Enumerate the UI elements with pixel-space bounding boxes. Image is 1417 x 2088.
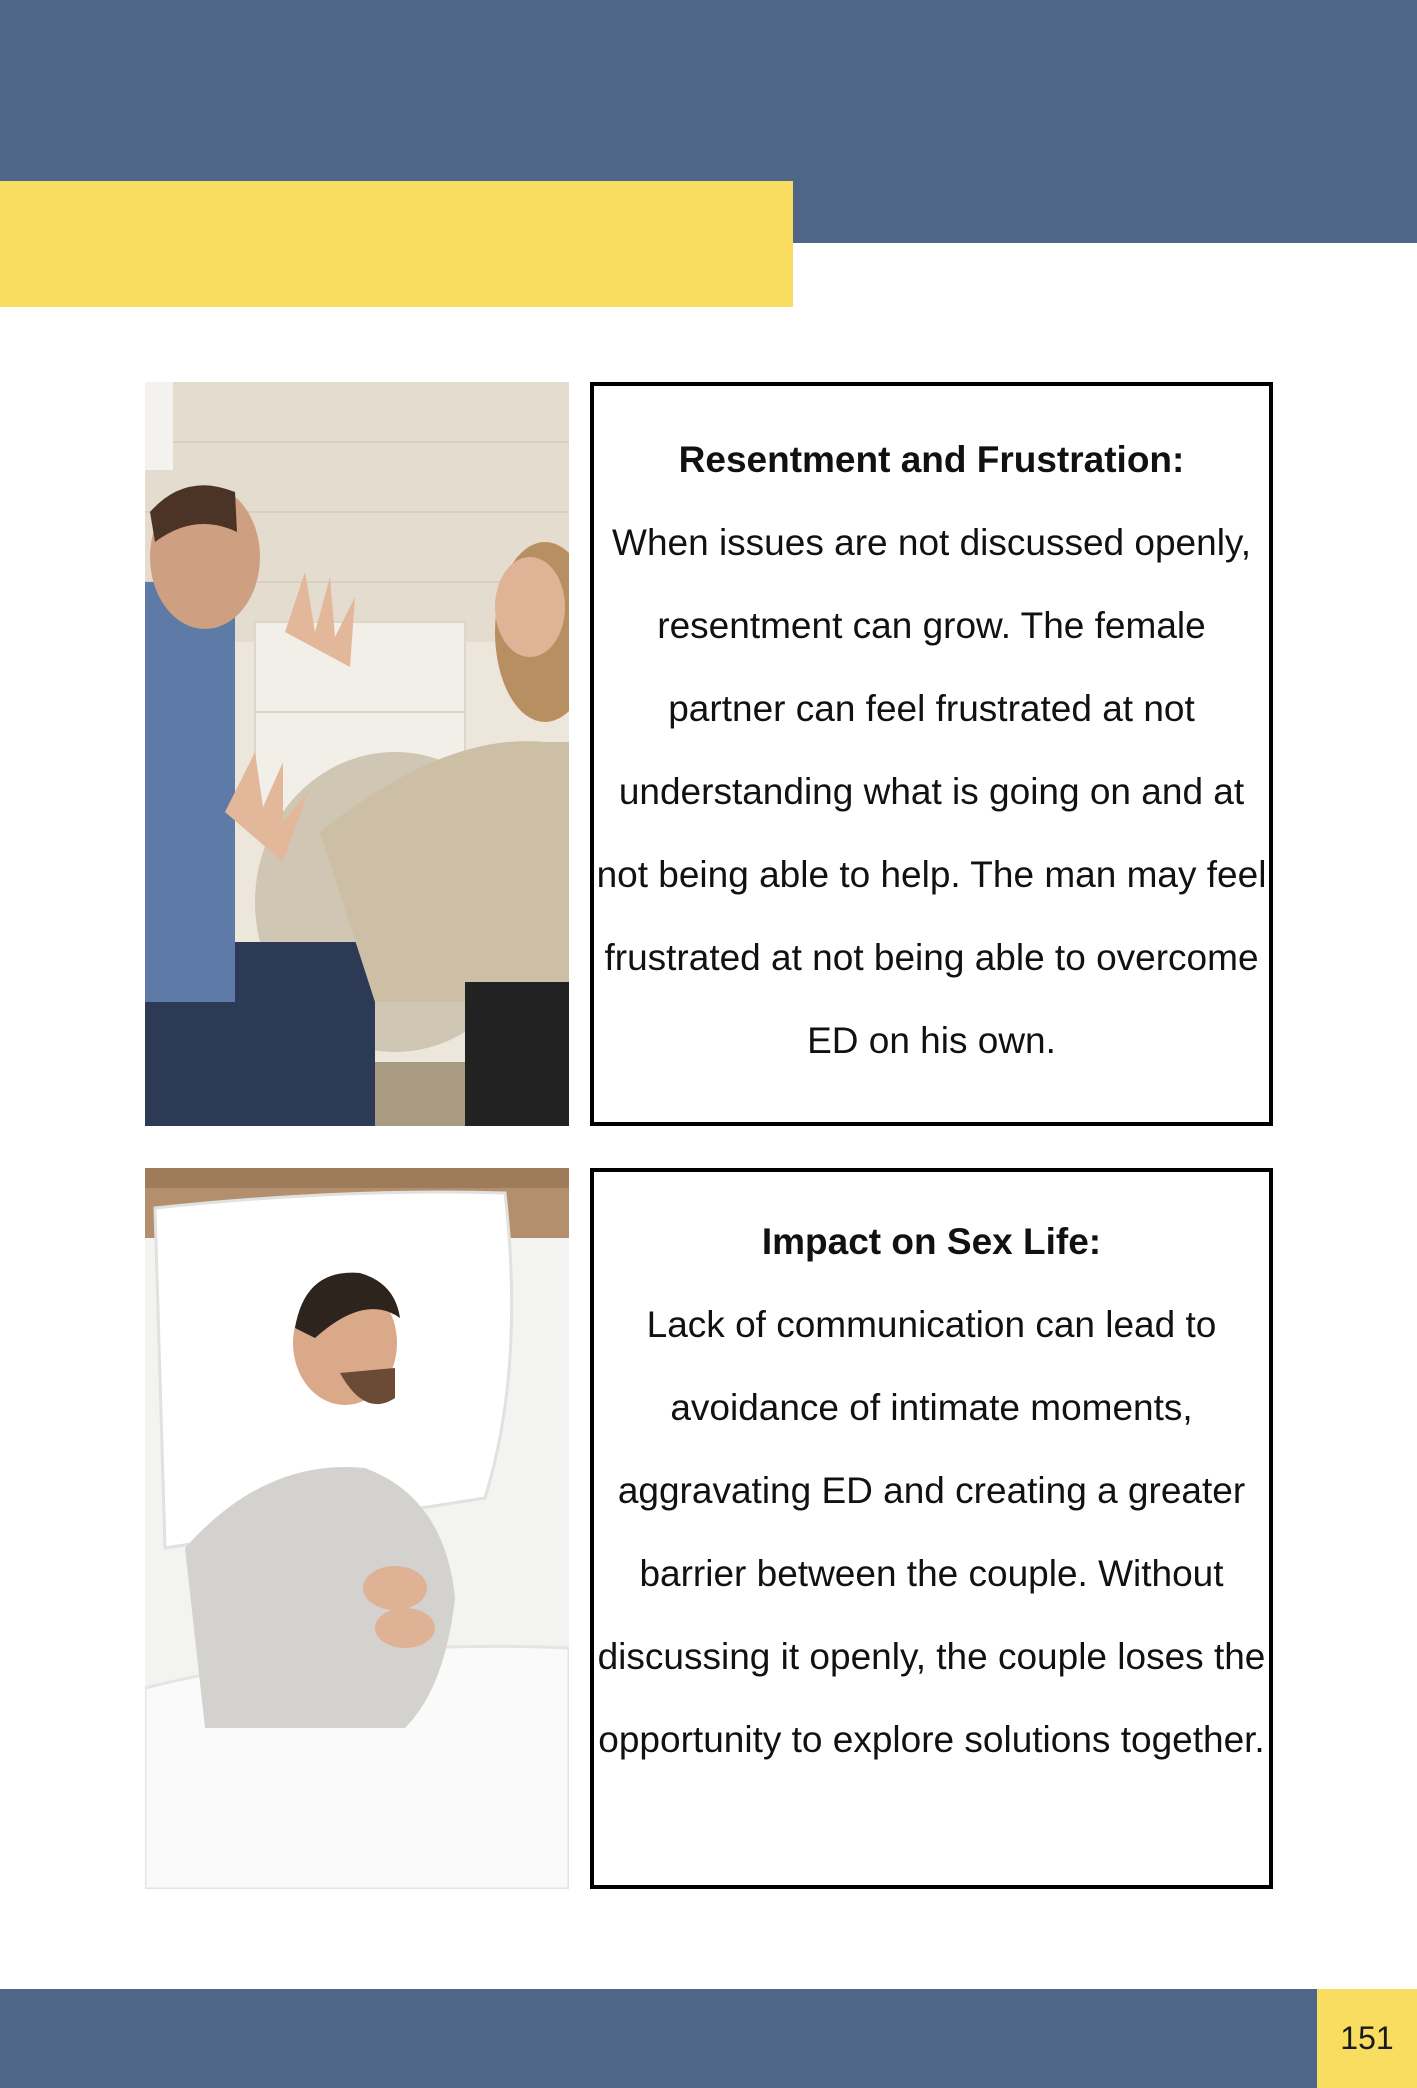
section-title: Resentment and Frustration:: [678, 439, 1185, 480]
section-body: When issues are not discussed openly, resentment can grow. The female partner can feel frustrated at not understanding what is going on and at not being able to help. The man may feel frustrated at not being able to overcome ED on his own.: [596, 522, 1267, 1061]
section-title: Impact on Sex Life:: [761, 1221, 1102, 1262]
section-body: Lack of communication can lead to avoidance of intimate moments, aggravating ED and creating a greater barrier between the couple. Without discussing it openly, the couple loses the opportunity to explore solutions together.: [597, 1304, 1266, 1760]
resentment-text-box: [590, 382, 1273, 1126]
couple-arguing-photo: [145, 382, 569, 1126]
footer-band: [0, 1989, 1317, 2088]
page-number: 151: [1340, 2020, 1394, 2056]
page-number-box: [1317, 1989, 1417, 2088]
sex-life-text-box: [590, 1168, 1273, 1889]
man-lying-in-bed-photo: [145, 1168, 569, 1889]
accent-bar: [0, 181, 793, 307]
